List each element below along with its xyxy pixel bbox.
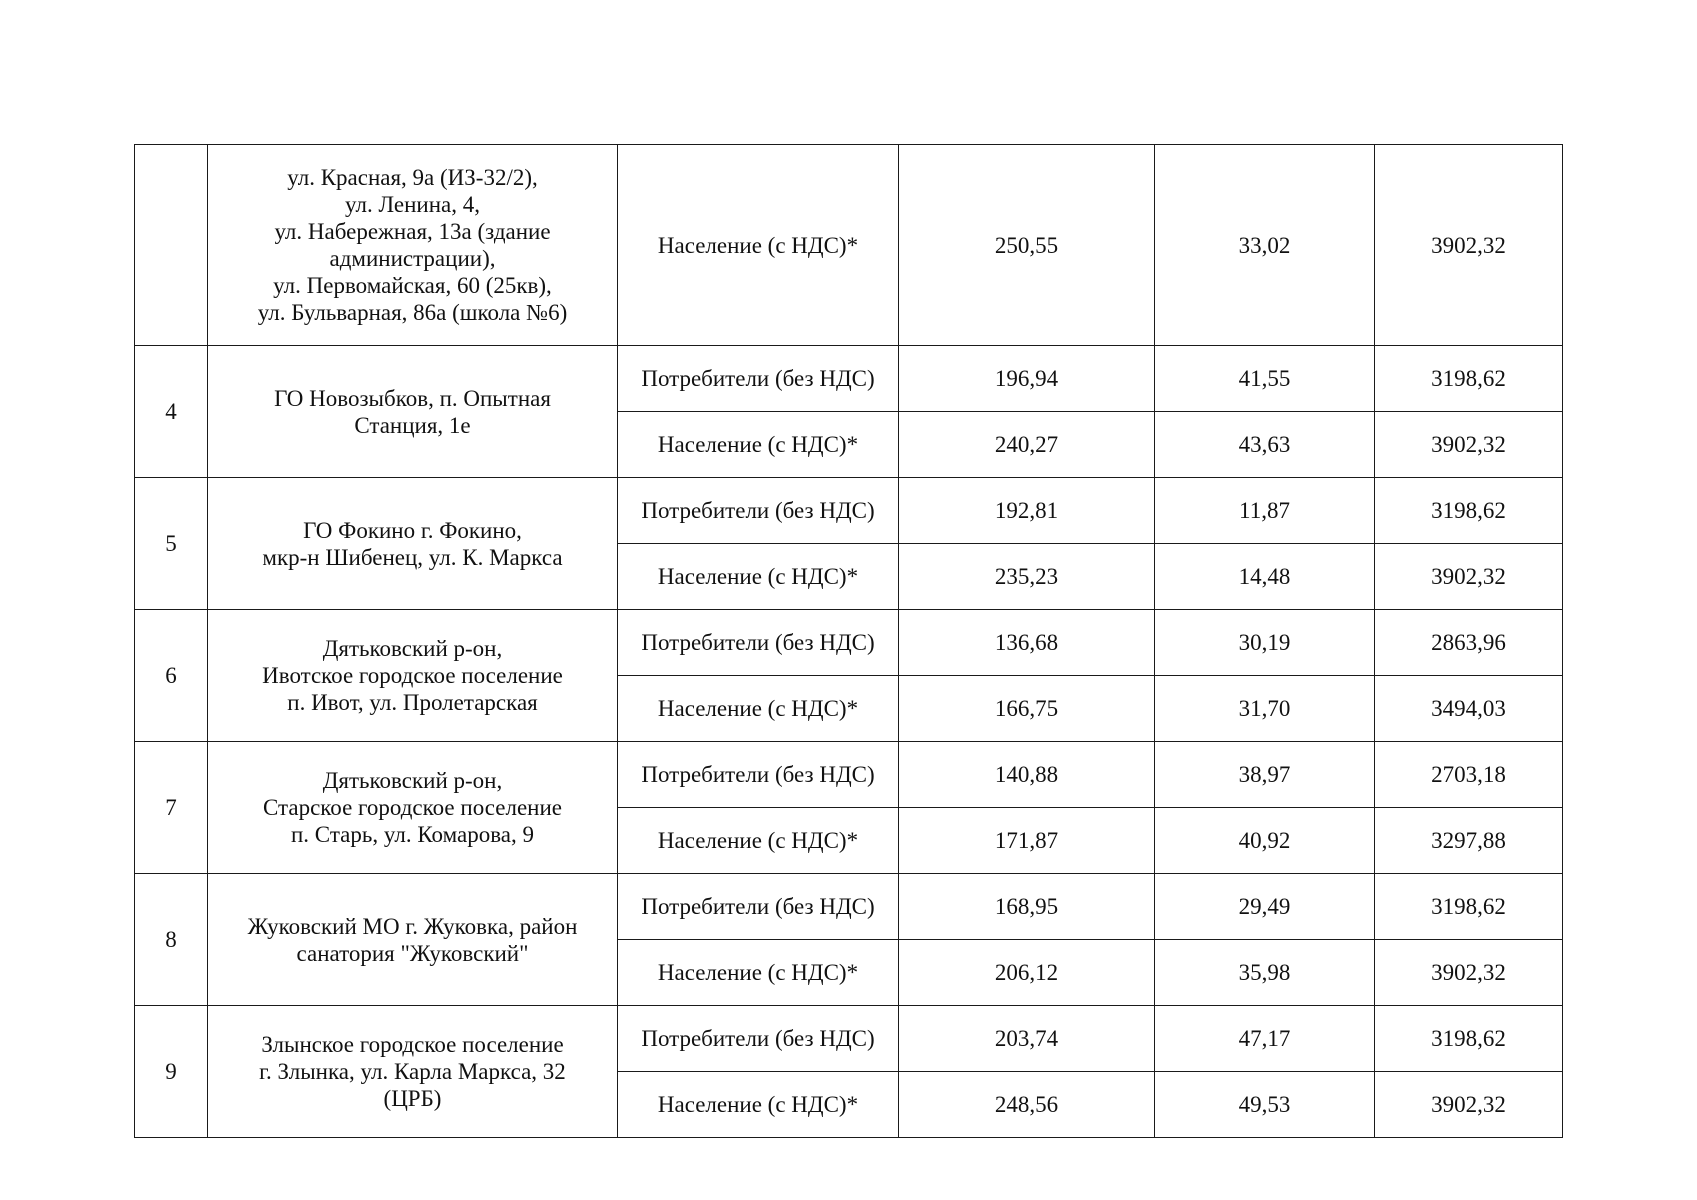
value3-cell: 3902,32 [1375, 412, 1563, 478]
category-cell: Потребители (без НДС) [618, 478, 899, 544]
category-cell: Население (с НДС)* [618, 808, 899, 874]
value2-cell: 40,92 [1155, 808, 1375, 874]
value3-cell: 2863,96 [1375, 610, 1563, 676]
address-cell [208, 478, 618, 610]
table-row [135, 874, 1563, 940]
category-cell: Потребители (без НДС) [618, 874, 899, 940]
value1-cell: 171,87 [899, 808, 1155, 874]
value1-cell: 248,56 [899, 1072, 1155, 1138]
value3-cell: 3902,32 [1375, 145, 1563, 346]
address-cell [208, 742, 618, 874]
value2-cell: 41,55 [1155, 346, 1375, 412]
category-cell: Потребители (без НДС) [618, 742, 899, 808]
table-row [135, 610, 1563, 676]
value2-cell: 33,02 [1155, 145, 1375, 346]
address-line: Ивотское городское поселение [262, 663, 563, 688]
value3-cell: 3902,32 [1375, 544, 1563, 610]
address-line: санатория "Жуковский" [296, 940, 529, 966]
value1-cell: 206,12 [899, 940, 1155, 1006]
value3-cell: 3494,03 [1375, 676, 1563, 742]
value1-cell: 250,55 [899, 145, 1155, 346]
address-line: Старское городское поселение [263, 795, 562, 820]
value3-cell: 3198,62 [1375, 478, 1563, 544]
address-line: Жуковский МО г. Жуковка, район [247, 913, 578, 939]
value3-cell: 3198,62 [1375, 1006, 1563, 1072]
value2-cell: 14,48 [1155, 544, 1375, 610]
address-line: мкр-н Шибенец, ул. К. Маркса [262, 544, 563, 570]
category-cell: Потребители (без НДС) [618, 610, 899, 676]
category-cell: Население (с НДС)* [618, 145, 899, 346]
category-cell: Потребители (без НДС) [618, 1006, 899, 1072]
address-line: ул. Красная, 9а (ИЗ-32/2), [287, 165, 538, 190]
value1-cell: 168,95 [899, 874, 1155, 940]
category-cell: Население (с НДС)* [618, 544, 899, 610]
address-line: Дятьковский р-он, [322, 768, 503, 793]
address-line: (ЦРБ) [383, 1086, 442, 1111]
category-cell: Население (с НДС)* [618, 412, 899, 478]
row-number-cell: 5 [135, 478, 208, 610]
address-line: администрации), [329, 246, 496, 271]
table-row [135, 1006, 1563, 1072]
value2-cell: 49,53 [1155, 1072, 1375, 1138]
address-cell [208, 874, 618, 1006]
address-line: ул. Бульварная, 86а (школа №6) [257, 300, 568, 325]
tariff-table [134, 144, 1563, 1138]
table-row [135, 346, 1563, 412]
address-line: г. Злынка, ул. Карла Маркса, 32 [259, 1059, 566, 1084]
address-line: ул. Первомайская, 60 (25кв), [273, 273, 552, 298]
category-cell: Потребители (без НДС) [618, 346, 899, 412]
table-row [135, 145, 1563, 346]
address-line: ГО Фокино г. Фокино, [303, 517, 522, 543]
address-line: ул. Набережная, 13а (здание [274, 219, 551, 244]
row-number-cell: 7 [135, 742, 208, 874]
value3-cell: 3198,62 [1375, 346, 1563, 412]
row-number-cell: 8 [135, 874, 208, 1006]
value2-cell: 11,87 [1155, 478, 1375, 544]
value1-cell: 235,23 [899, 544, 1155, 610]
row-number-cell: 6 [135, 610, 208, 742]
value2-cell: 43,63 [1155, 412, 1375, 478]
value1-cell: 203,74 [899, 1006, 1155, 1072]
value3-cell: 3297,88 [1375, 808, 1563, 874]
row-number-cell: 9 [135, 1006, 208, 1138]
value2-cell: 35,98 [1155, 940, 1375, 1006]
value2-cell: 38,97 [1155, 742, 1375, 808]
value1-cell: 240,27 [899, 412, 1155, 478]
address-line: ГО Новозыбков, п. Опытная [274, 385, 551, 411]
address-cell [208, 145, 618, 346]
value2-cell: 29,49 [1155, 874, 1375, 940]
address-line: Дятьковский р-он, [322, 636, 503, 661]
value1-cell: 196,94 [899, 346, 1155, 412]
row-number-cell [135, 145, 208, 346]
address-line: п. Старь, ул. Комарова, 9 [291, 822, 534, 847]
value2-cell: 47,17 [1155, 1006, 1375, 1072]
value3-cell: 2703,18 [1375, 742, 1563, 808]
address-cell [208, 1006, 618, 1138]
value3-cell: 3198,62 [1375, 874, 1563, 940]
address-line: Станция, 1е [354, 412, 471, 438]
address-line: ул. Ленина, 4, [344, 192, 480, 217]
table-row [135, 742, 1563, 808]
value1-cell: 192,81 [899, 478, 1155, 544]
category-cell: Население (с НДС)* [618, 940, 899, 1006]
address-cell [208, 610, 618, 742]
address-line: п. Ивот, ул. Пролетарская [287, 690, 538, 715]
value2-cell: 30,19 [1155, 610, 1375, 676]
value1-cell: 166,75 [899, 676, 1155, 742]
address-cell [208, 346, 618, 478]
row-number-cell: 4 [135, 346, 208, 478]
value3-cell: 3902,32 [1375, 1072, 1563, 1138]
category-cell: Население (с НДС)* [618, 676, 899, 742]
category-cell: Население (с НДС)* [618, 1072, 899, 1138]
table-row [135, 478, 1563, 544]
address-line: Злынское городское поселение [261, 1032, 564, 1057]
value1-cell: 136,68 [899, 610, 1155, 676]
value2-cell: 31,70 [1155, 676, 1375, 742]
value1-cell: 140,88 [899, 742, 1155, 808]
value3-cell: 3902,32 [1375, 940, 1563, 1006]
